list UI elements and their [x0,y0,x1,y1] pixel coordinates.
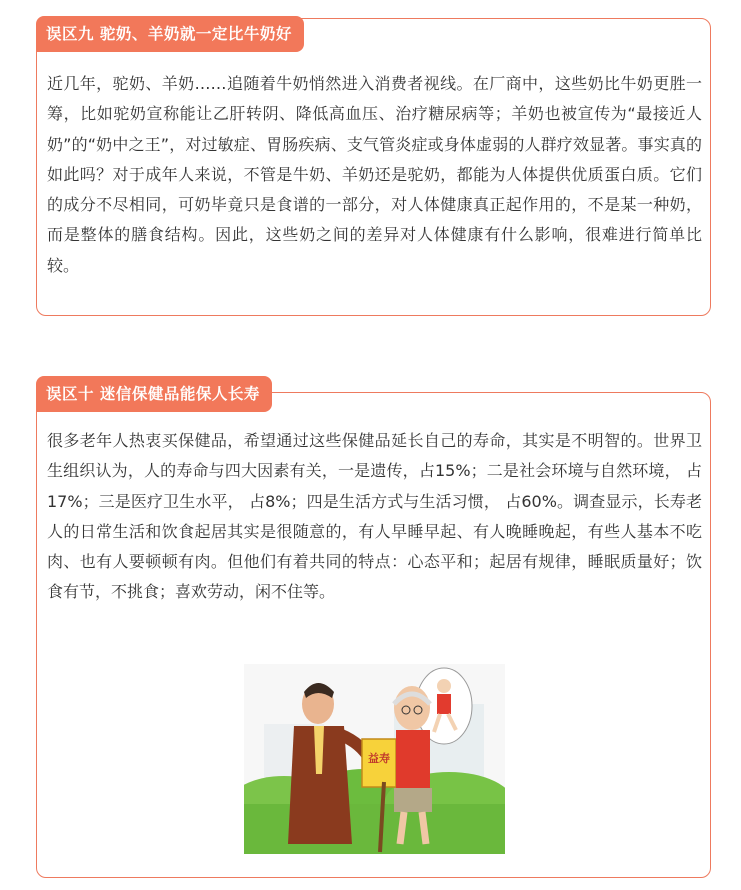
package-label: 益寿 [368,752,390,765]
section-body-text: 近几年，驼奶、羊奶……追随着牛奶悄然进入消费者视线。在厂商中，这些奶比牛奶更胜一筹，比如驼奶宣称能让乙肝转阴、降低高血压、治疗糖尿病等；羊奶也被宣传为“最接近人奶”的“奶中之王”，对过敏症、胃肠疾病、支气管炎症或身体虚弱的人群疗效显著。事实真的如此吗？对于成年人来说，不管是牛奶、羊奶还是驼奶，都能为人体提供优质蛋白质。它们的成分不尽相同，可奶毕竟只是食谱的一部分，对人体健康真正起作用的，不是某一种奶，而是整体的膳食结构。因此，这些奶之间的差异对人体健康有什么影响，很难进行简单比较。 [47,74,702,275]
section-title-tag: 误区十 迷信保健品能保人长寿 [36,376,272,412]
illustration-image [244,664,505,854]
illustration-salesman-and-elder [244,664,505,854]
section-body-text: 很多老年人热衷买保健品，希望通过这些保健品延长自己的寿命，其实是不明智的。世界卫生组织认为，人的寿命与四大因素有关，一是遗传，占15%；二是社会环境与自然环境， 占17%；三是医疗卫生水平， 占8%；四是生活方式与生活习惯， 占60%。调查显示，长寿老人的日常生活和饮食起居其实是很随意的，有人早睡早起、有人晚睡晚起，有些人基本不吃肉、也有人要顿顿有肉。但他们有着共同的特点：心态平和；起居有规律，睡眠质量好；饮食有节，不挑食；喜欢劳动，闲不住等。 [47,431,702,602]
health-product-box [362,739,396,787]
section-title-tag: 误区九 驼奶、羊奶就一定比牛奶好 [36,16,304,52]
section-myth-9 [36,0,713,318]
